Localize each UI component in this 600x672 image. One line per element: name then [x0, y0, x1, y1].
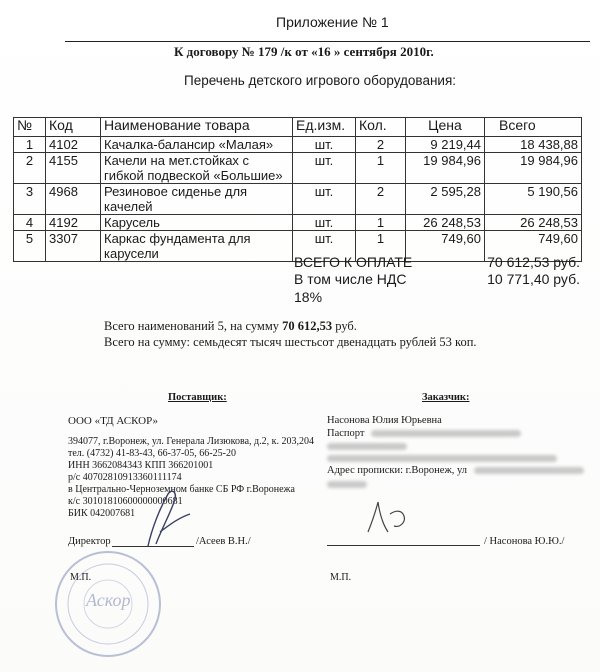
appendix-title: Приложение № 1: [276, 14, 389, 30]
row-price: 26 248,53: [406, 215, 485, 231]
supplier-phone: тел. (4732) 41-83-43, 66-37-05, 66-25-20: [68, 448, 236, 459]
address-label: Адрес прописки: г.Воронеж, ул: [327, 465, 467, 476]
summary-amount: 70 612,53: [282, 319, 333, 333]
customer-heading: Заказчик:: [422, 392, 470, 403]
total-label: ВСЕГО К ОПЛАТЕ: [294, 254, 413, 270]
row-total: 19 984,96: [485, 153, 582, 184]
row-number: 1: [14, 137, 46, 153]
supplier-mp: М.П.: [70, 572, 92, 583]
stamp-text: Аскор: [86, 590, 131, 610]
col-header: №: [14, 118, 46, 137]
row-code: 4192: [46, 215, 101, 231]
row-number: 5: [14, 231, 46, 262]
row-unit: шт.: [293, 231, 356, 262]
customer-redacted-line: [327, 478, 367, 491]
row-total: 5 190,56: [485, 184, 582, 215]
summary-currency: руб.: [335, 319, 357, 333]
supplier-heading: Поставщик:: [168, 392, 227, 403]
table-row: [14, 215, 582, 231]
row-qty: 1: [356, 153, 406, 184]
row-unit: шт.: [293, 215, 356, 231]
row-unit: шт.: [293, 137, 356, 153]
row-qty: 2: [356, 137, 406, 153]
contract-reference: К договору № 179 /к от «16 » сентября 2010г.: [174, 44, 434, 59]
col-header: Всего: [485, 118, 582, 137]
summary-count-text: Всего наименований 5, на сумму: [104, 319, 279, 333]
row-name: Резиновое сиденье для качелей: [101, 184, 293, 215]
summary-line-2: Всего на сумму: семьдесят тысяч шестьсот двенадцать рублей 53 коп.: [104, 335, 477, 349]
redacted-text: [327, 455, 557, 462]
director-name: /Асеев В.Н./: [196, 536, 251, 547]
supplier-account: р/с 40702810913360111174: [68, 472, 182, 483]
col-header: Наименование товара: [101, 118, 293, 137]
row-code: 3307: [46, 231, 101, 262]
customer-signature-name: / Насонова Ю.Ю./: [484, 536, 565, 547]
customer-signature: [360, 492, 430, 542]
row-number: 2: [14, 153, 46, 184]
vat-rate: 18%: [294, 289, 323, 305]
vat-value: 10 771,40 руб.: [487, 271, 580, 287]
supplier-address: 394077, г.Воронеж, ул. Генерала Лизюкова, д.2, к. 203,204: [68, 436, 314, 447]
customer-name: Насонова Юлия Юрьевна: [327, 415, 442, 426]
col-header: Код: [46, 118, 101, 137]
summary-line-1: [104, 319, 357, 334]
row-code: 4102: [46, 137, 101, 153]
customer-signature-line: [327, 545, 480, 546]
supplier-bik: БИК 042007681: [68, 508, 136, 519]
customer-mp: М.П.: [330, 572, 352, 583]
row-total: 749,60: [485, 231, 582, 262]
col-header: Кол.: [356, 118, 406, 137]
col-header: Ед.изм.: [293, 118, 356, 137]
supplier-inn: ИНН 3662084343 КПП 366201001: [68, 460, 214, 471]
customer-passport: [327, 427, 521, 440]
supplier-bank: в Центрально-Черноземном банке СБ РФ г.Воронежа: [68, 484, 295, 495]
supplier-name: ООО «ТД АСКОР»: [68, 415, 158, 427]
table-header-row: [14, 118, 582, 137]
director-signature: [138, 488, 198, 552]
customer-address: [327, 464, 584, 477]
redacted-text: [327, 443, 407, 450]
items-table: [13, 117, 582, 262]
row-code: 4155: [46, 153, 101, 184]
row-name: Качели на мет.стойках с гибкой подвеской «Большие»: [101, 153, 293, 184]
col-header: Цена: [406, 118, 485, 137]
row-number: 3: [14, 184, 46, 215]
row-unit: шт.: [293, 153, 356, 184]
redacted-address: [474, 467, 584, 474]
row-price: 9 219,44: [406, 137, 485, 153]
redacted-passport-number: [371, 430, 521, 437]
row-code: 4968: [46, 184, 101, 215]
row-total: 26 248,53: [485, 215, 582, 231]
passport-label: Паспорт: [327, 428, 365, 439]
header-rule: [65, 41, 590, 42]
row-qty: 1: [356, 231, 406, 262]
row-price: 2 595,28: [406, 184, 485, 215]
table-row: [14, 137, 582, 153]
director-label: Директор: [68, 536, 111, 547]
row-name: Качалка-балансир «Малая»: [101, 137, 293, 153]
row-unit: шт.: [293, 184, 356, 215]
total-value: 70 612,53 руб.: [487, 254, 580, 270]
row-name: Карусель: [101, 215, 293, 231]
equipment-list-title: Перечень детского игрового оборудования:: [184, 73, 457, 88]
redacted-text: [327, 481, 367, 488]
row-price: 749,60: [406, 231, 485, 262]
row-qty: 1: [356, 215, 406, 231]
row-number: 4: [14, 215, 46, 231]
row-qty: 2: [356, 184, 406, 215]
table-row: [14, 184, 582, 215]
row-price: 19 984,96: [406, 153, 485, 184]
row-total: 18 438,88: [485, 137, 582, 153]
vat-label: В том числе НДС: [294, 271, 407, 287]
row-name: Каркас фундамента для карусели: [101, 231, 293, 262]
table-row: [14, 153, 582, 184]
supplier-corr-account: к/с 30101810600000000681: [68, 496, 183, 507]
